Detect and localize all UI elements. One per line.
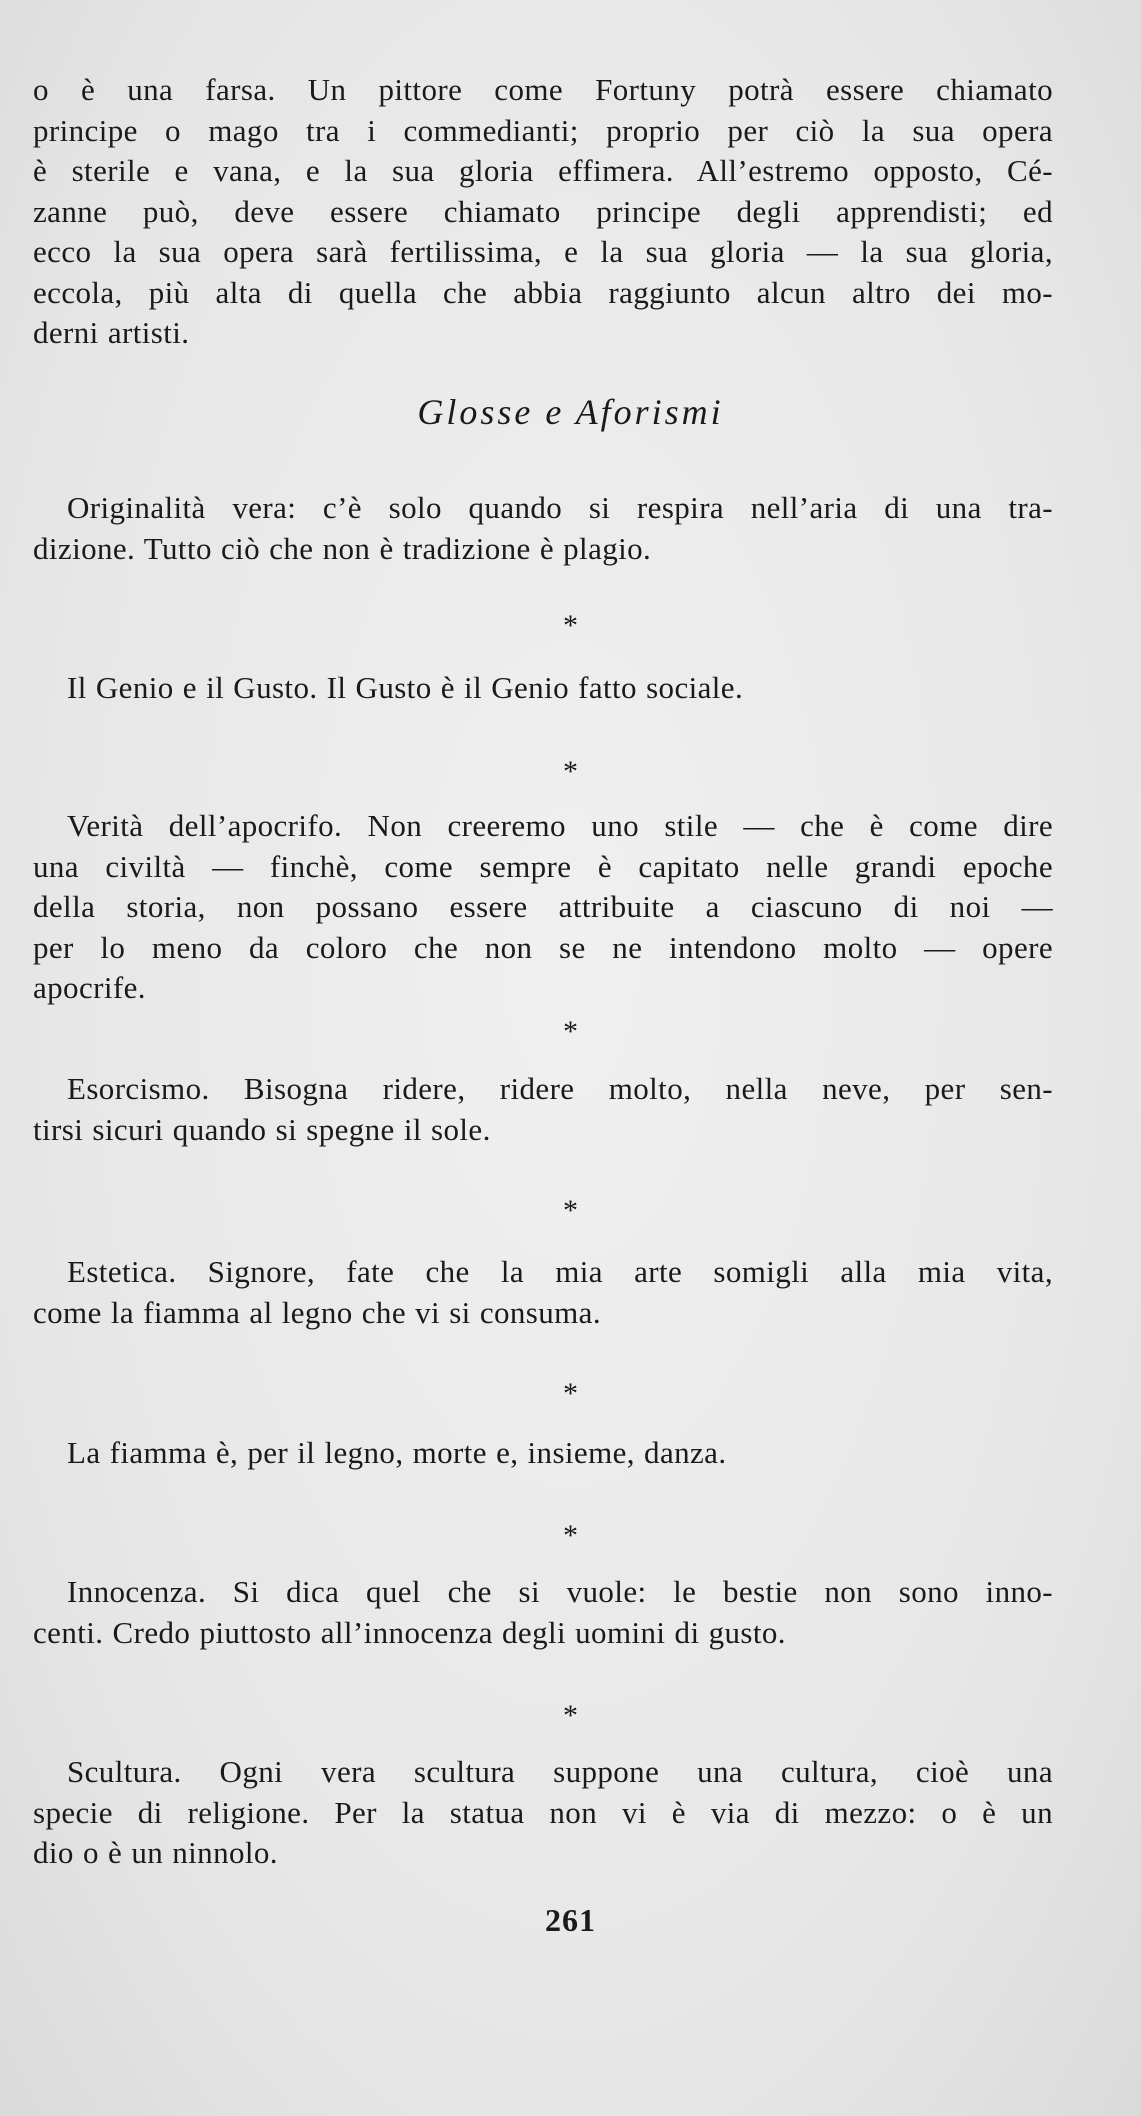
- aphorism-text: [33, 488, 1053, 569]
- text-line: apocrife.: [33, 970, 146, 1005]
- text-line: centi. Credo piuttosto all’innocenza degli uomini di gusto.: [33, 1614, 786, 1650]
- text-line: La fiamma è, per il legno, morte e, insieme, danza.: [67, 1435, 727, 1470]
- text-line: specie di religione. Per la statua non vi è via di mezzo: o è un: [33, 1794, 1053, 1830]
- aphorism-text: [33, 1252, 1053, 1333]
- aphorism-fiamma: [33, 1433, 1053, 1474]
- aphorism-scultura: [33, 1752, 1053, 1874]
- separator-asterisk: *: [563, 1377, 578, 1410]
- text-line: della storia, non possano essere attribuite a ciascuno di noi —: [33, 889, 1053, 924]
- text-line: una civiltà — finchè, come sempre è capitato nelle grandi epoche: [33, 848, 1053, 884]
- text-line: Verità dell’apocrifo. Non creeremo uno stile — che è come dire: [67, 808, 1053, 843]
- text-line: dizione. Tutto ciò che non è tradizione è plagio.: [33, 530, 652, 566]
- separator-asterisk: *: [563, 1015, 578, 1048]
- aphorism-originalita: [33, 488, 1053, 569]
- aphorism-text: [67, 668, 1053, 709]
- section-title: Glosse e Aforismi: [417, 392, 724, 432]
- text-line: è sterile e vana, e la sua gloria effimera. All’estremo opposto, Cé-: [33, 153, 1053, 188]
- separator-asterisk: *: [563, 1519, 578, 1552]
- separator-asterisk: *: [563, 1194, 578, 1227]
- text-line: dio o è un ninnolo.: [33, 1835, 278, 1870]
- text-line: Innocenza. Si dica quel che si vuole: le bestie non sono inno-: [67, 1574, 1053, 1609]
- aphorism-esorcismo: [33, 1069, 1053, 1150]
- text-line: Esorcismo. Bisogna ridere, ridere molto, nella neve, per sen-: [67, 1071, 1053, 1106]
- text-line: Originalità vera: c’è solo quando si respira nell’aria di una tra-: [67, 490, 1053, 525]
- text-line: come la fiamma al legno che vi si consuma.: [33, 1294, 601, 1330]
- aphorism-verita-apocrifo: [33, 806, 1053, 1009]
- text-line: ecco la sua opera sarà fertilissima, e la sua gloria — la sua gloria,: [33, 234, 1053, 269]
- aphorism-genio-gusto: [33, 668, 1053, 709]
- aphorism-text: [33, 1069, 1053, 1150]
- aphorism-text: [33, 1752, 1053, 1874]
- aphorism-estetica: [33, 1252, 1053, 1333]
- text-line: Il Genio e il Gusto. Il Gusto è il Genio fatto sociale.: [67, 670, 744, 705]
- intro-text: [33, 70, 1053, 354]
- separator-asterisk: *: [563, 755, 578, 788]
- text-line: eccola, più alta di quella che abbia raggiunto alcun altro dei mo-: [33, 274, 1053, 310]
- text-line: Scultura. Ogni vera scultura suppone una cultura, cioè una: [67, 1754, 1053, 1789]
- text-line: derni artisti.: [33, 315, 190, 350]
- text-line: Estetica. Signore, fate che la mia arte somigli alla mia vita,: [67, 1254, 1053, 1289]
- aphorism-text: [33, 1572, 1053, 1653]
- text-line: zanne può, deve essere chiamato principe degli apprendisti; ed: [33, 193, 1053, 229]
- text-line: o è una farsa. Un pittore come Fortuny potrà essere chiamato: [33, 72, 1053, 107]
- page-number: 261: [545, 1902, 596, 1938]
- aphorism-text: [67, 1433, 1053, 1474]
- aphorism-text: [33, 806, 1053, 1009]
- text-line: per lo meno da coloro che non se ne intendono molto — opere: [33, 929, 1053, 965]
- aphorism-innocenza: [33, 1572, 1053, 1653]
- separator-asterisk: *: [563, 1699, 578, 1732]
- intro-paragraph: [33, 70, 1053, 354]
- separator-asterisk: *: [563, 609, 578, 642]
- text-line: tirsi sicuri quando si spegne il sole.: [33, 1111, 491, 1147]
- text-line: principe o mago tra i commedianti; proprio per ciò la sua opera: [33, 112, 1053, 148]
